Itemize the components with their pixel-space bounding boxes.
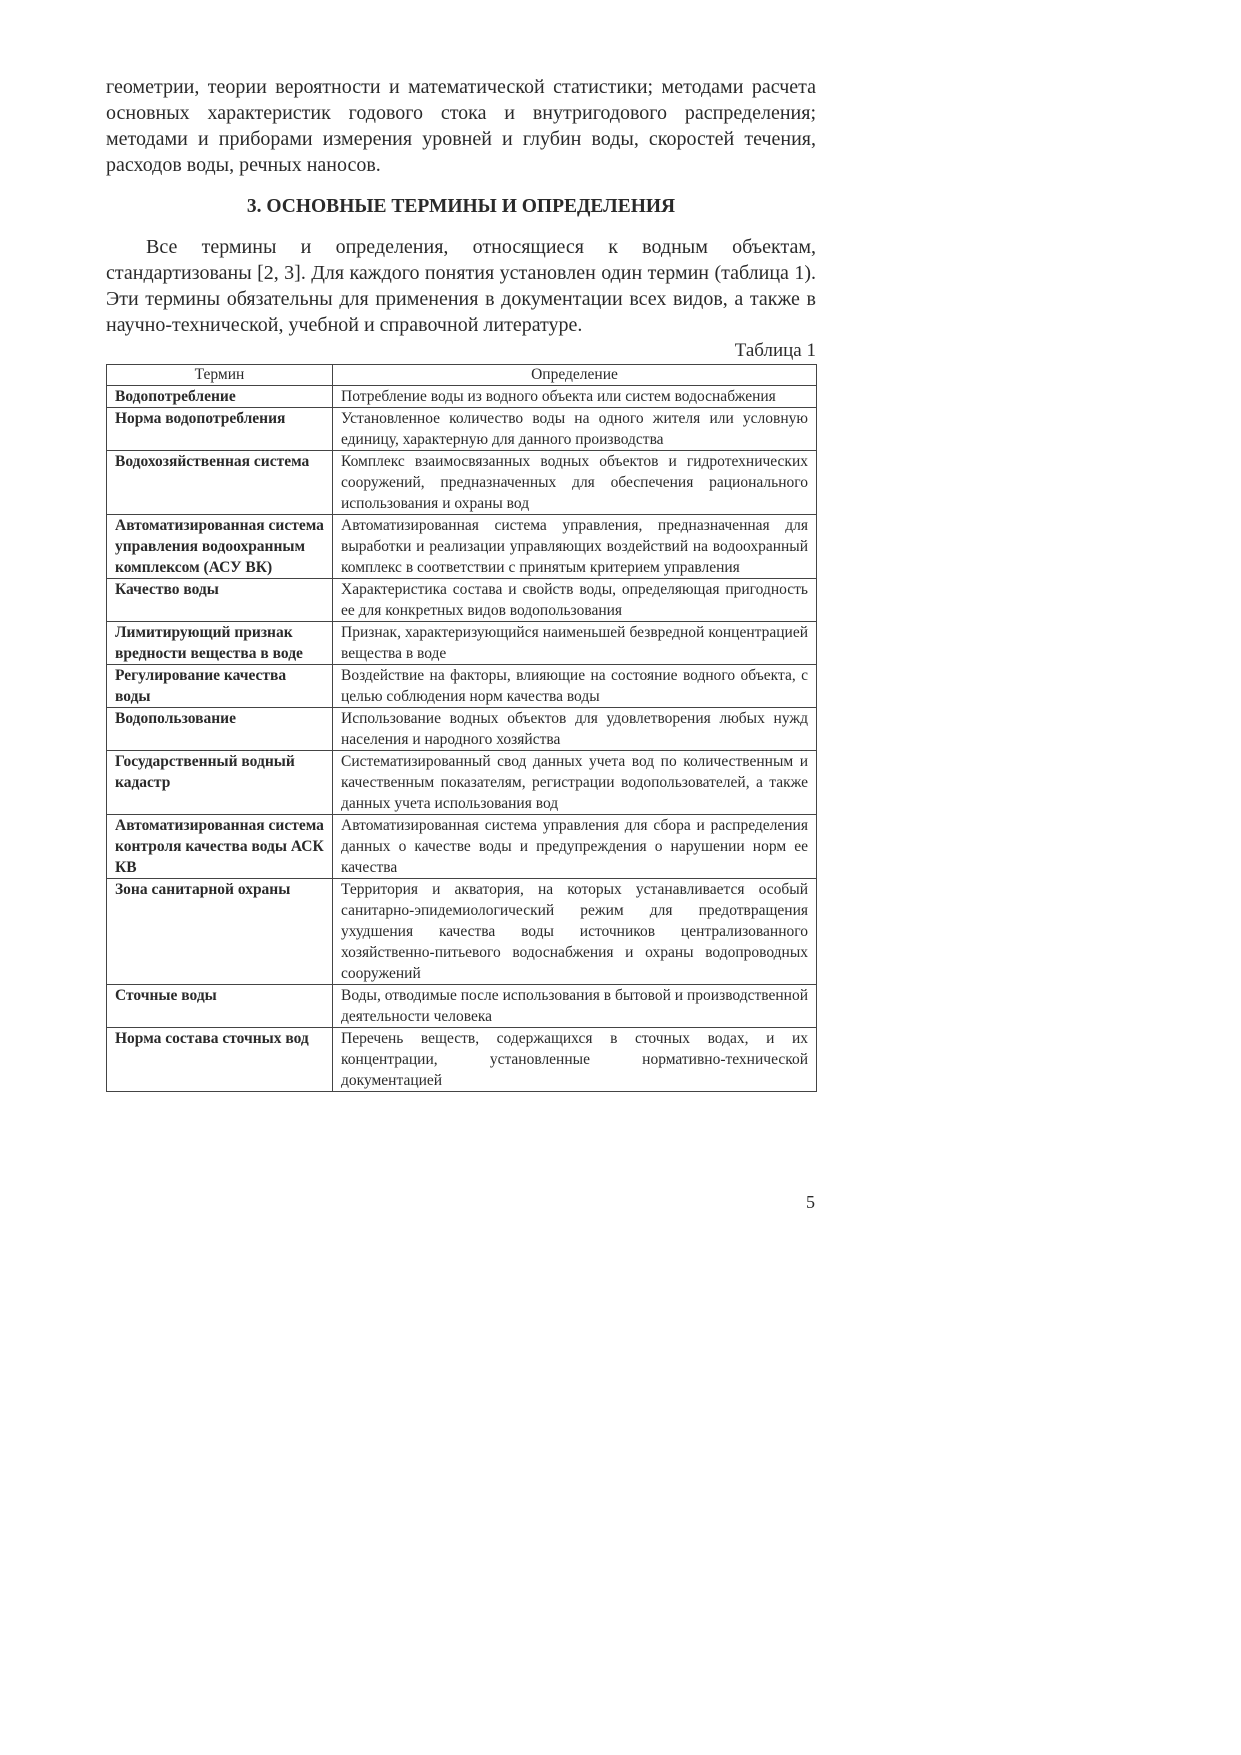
table-row <box>107 1028 817 1092</box>
table-row <box>107 751 817 815</box>
definition-cell: Перечень веществ, содержащихся в сточных водах, и их концентрации, установленные нормативно-технической документацией <box>333 1028 817 1092</box>
table-row <box>107 622 817 665</box>
table-row <box>107 879 817 985</box>
term-cell: Водопользование <box>107 708 333 751</box>
term-cell: Водохозяйственная система <box>107 451 333 515</box>
definition-cell: Автоматизированная система управления для сбора и распределения данных о качестве воды и предупреждения о нарушении норм ее качества <box>333 815 817 879</box>
terms-table <box>106 364 817 1092</box>
table-row <box>107 579 817 622</box>
table-header-definition: Определение <box>333 365 817 386</box>
table-header-row <box>107 365 817 386</box>
term-cell: Автоматизированная система контроля качества воды АСК КВ <box>107 815 333 879</box>
term-cell: Государственный водный кадастр <box>107 751 333 815</box>
section-heading: 3. ОСНОВНЫЕ ТЕРМИНЫ И ОПРЕДЕЛЕНИЯ <box>246 196 676 217</box>
table-row <box>107 408 817 451</box>
table-caption: Таблица 1 <box>734 340 816 361</box>
definition-cell: Признак, характеризующийся наименьшей безвредной концентрацией вещества в воде <box>333 622 817 665</box>
definition-cell: Территория и акватория, на которых устанавливается особый санитарно-эпидемиологический режим для предотвращения ухудшения качества воды источников централизованного хозяйственно-питьевого водоснабжения и охраны водопроводных сооружений <box>333 879 817 985</box>
term-cell: Качество воды <box>107 579 333 622</box>
term-cell: Сточные воды <box>107 985 333 1028</box>
table-row <box>107 985 817 1028</box>
definition-cell: Автоматизированная система управления, предназначенная для выработки и реализации управляющих воздействий на водоохранный комплекс в соответствии с принятым критерием управления <box>333 515 817 579</box>
definition-cell: Систематизированный свод данных учета вод по количественным и качественным показателям, регистрации водопользователей, а также данных учета использования вод <box>333 751 817 815</box>
table-row <box>107 665 817 708</box>
term-cell: Лимитирующий признак вредности вещества в воде <box>107 622 333 665</box>
definition-cell: Использование водных объектов для удовлетворения любых нужд населения и народного хозяйства <box>333 708 817 751</box>
intro-paragraph: геометрии, теории вероятности и математической статистики; методами расчета основных характеристик годового стока и внутригодового распределения; методами и приборами измерения уровней и глубин воды, скоростей течения, расходов воды, речных наносов. <box>106 76 816 176</box>
table-row <box>107 815 817 879</box>
term-cell: Водопотребление <box>107 386 333 408</box>
definition-cell: Характеристика состава и свойств воды, определяющая пригодность ее для конкретных видов водопользования <box>333 579 817 622</box>
definition-cell: Воздействие на факторы, влияющие на состояние водного объекта, с целью соблюдения норм качества воды <box>333 665 817 708</box>
table-row <box>107 708 817 751</box>
table-header-term: Термин <box>107 365 333 386</box>
definition-cell: Комплекс взаимосвязанных водных объектов и гидротехнических сооружений, предназначенных для обеспечения рационального использования и охраны вод <box>333 451 817 515</box>
term-cell: Норма водопотребления <box>107 408 333 451</box>
table-body <box>107 386 817 1092</box>
term-cell: Автоматизированная система управления водоохранным комплексом (АСУ ВК) <box>107 515 333 579</box>
section-paragraph: Все термины и определения, относящиеся к водным объектам, стандартизованы [2, 3]. Для каждого понятия установлен один термин (таблица 1). Эти термины обязательны для применения в документации всех видов, а также в научно-технической, учебной и справочной литературе. <box>106 236 816 336</box>
term-cell: Зона санитарной охраны <box>107 879 333 985</box>
definition-cell: Потребление воды из водного объекта или систем водоснабжения <box>333 386 817 408</box>
term-cell: Регулирование качества воды <box>107 665 333 708</box>
definition-cell: Установленное количество воды на одного жителя или условную единицу, характерную для данного производства <box>333 408 817 451</box>
term-cell: Норма состава сточных вод <box>107 1028 333 1092</box>
table-row <box>107 515 817 579</box>
page-number: 5 <box>806 1192 815 1212</box>
table-row <box>107 386 817 408</box>
definition-cell: Воды, отводимые после использования в бытовой и производственной деятельности человека <box>333 985 817 1028</box>
page-content <box>106 74 816 1092</box>
table-row <box>107 451 817 515</box>
